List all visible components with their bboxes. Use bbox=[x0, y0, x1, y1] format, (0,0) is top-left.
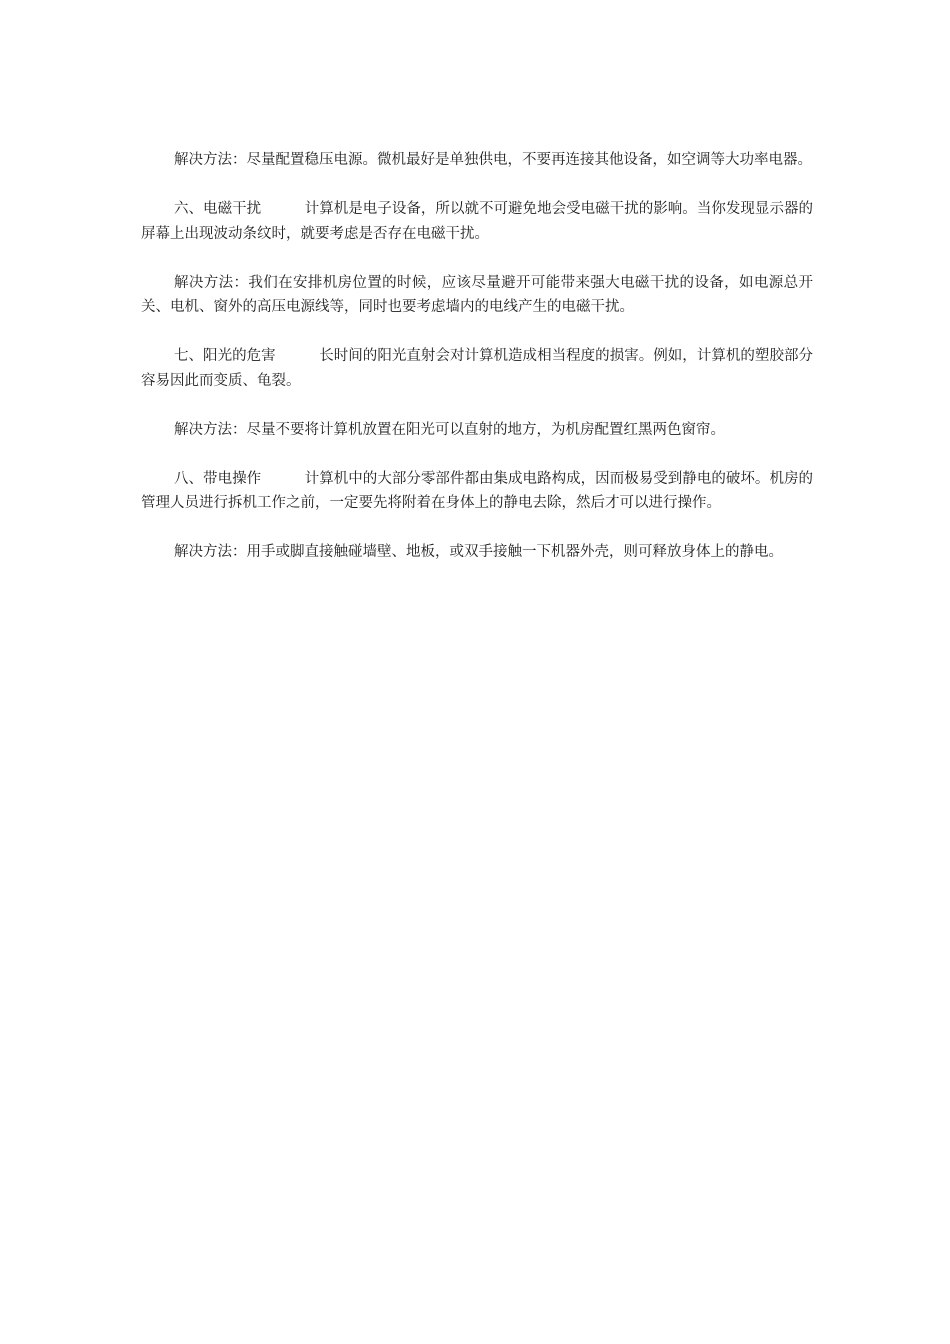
paragraph-sunlight-hazard: 七、阳光的危害 长时间的阳光直射会对计算机造成相当程度的损害。例如，计算机的塑胶部分容易因此而变质、龟裂。 bbox=[141, 348, 813, 389]
paragraph-solution-static: 解决方法：用手或脚直接触碰墙壁、地板，或双手接触一下机器外壳，则可释放身体上的静电。 bbox=[174, 544, 783, 560]
paragraph-solution-power: 解决方法：尽量配置稳压电源。微机最好是单独供电，不要再连接其他设备，如空调等大功率电器。 bbox=[174, 152, 812, 168]
document-body bbox=[141, 148, 813, 589]
paragraph-live-operation: 八、带电操作 计算机中的大部分零部件都由集成电路构成，因而极易受到静电的破坏。机房的管理人员进行拆机工作之前，一定要先将附着在身体上的静电去除，然后才可以进行操作。 bbox=[141, 470, 813, 511]
paragraph-solution-electromagnetic: 解决方法：我们在安排机房位置的时候，应该尽量避开可能带来强大电磁干扰的设备，如电源总开关、电机、窗外的高压电源线等，同时也要考虑墙内的电线产生的电磁干扰。 bbox=[141, 274, 813, 315]
paragraph-electromagnetic-interference: 六、电磁干扰 计算机是电子设备，所以就不可避免地会受电磁干扰的影响。当你发现显示器的屏幕上出现波动条纹时，就要考虑是否存在电磁干扰。 bbox=[141, 201, 813, 242]
paragraph-solution-sunlight: 解决方法：尽量不要将计算机放置在阳光可以直射的地方，为机房配置红黑两色窗帘。 bbox=[174, 421, 725, 438]
